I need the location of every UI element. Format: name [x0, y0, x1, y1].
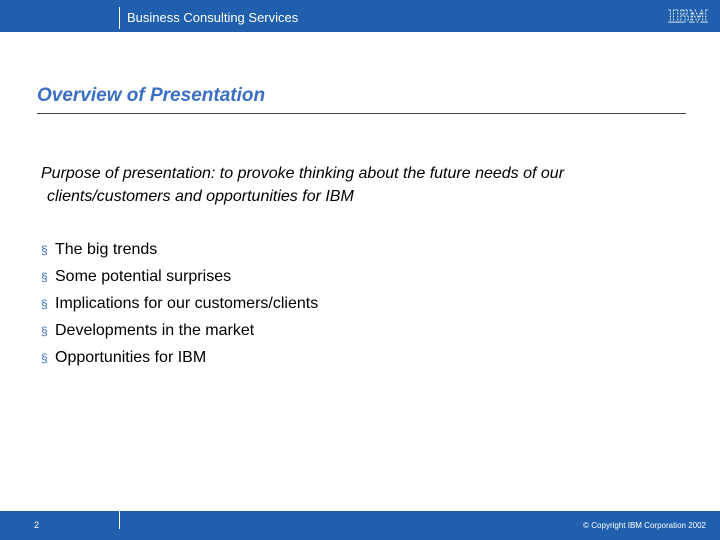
bullet-marker-icon: §	[41, 269, 48, 284]
bullet-marker-icon: §	[41, 323, 48, 338]
footer-divider	[119, 511, 120, 529]
ibm-logo-text: IBM	[668, 5, 708, 27]
purpose-line-2: clients/customers and opportunities for IBM	[47, 188, 354, 205]
list-item	[41, 344, 318, 371]
bullet-text: Some potential surprises	[55, 267, 232, 285]
bullet-text: Developments in the market	[55, 321, 255, 339]
division-name: Business Consulting Services	[127, 10, 299, 25]
bullet-text: Opportunities for IBM	[55, 348, 207, 366]
ibm-logo	[662, 3, 714, 27]
list-item	[41, 236, 318, 263]
footer-bar	[0, 511, 720, 540]
header-divider	[119, 7, 120, 29]
bullet-marker-icon: §	[41, 242, 48, 257]
title-rule	[37, 113, 686, 114]
copyright-notice: © Copyright IBM Corporation 2002	[583, 521, 706, 530]
purpose-line-1: Purpose of presentation: to provoke thinking about the future needs of our	[41, 165, 565, 182]
list-item	[41, 290, 318, 317]
page-number: 2	[34, 520, 40, 530]
bullet-list	[41, 236, 318, 371]
list-item	[41, 317, 318, 344]
purpose-statement	[41, 162, 681, 208]
bullet-text: Implications for our customers/clients	[55, 294, 319, 312]
header-bar	[0, 0, 720, 32]
list-item	[41, 263, 318, 290]
bullet-text: The big trends	[55, 240, 158, 258]
slide-title: Overview of Presentation	[37, 85, 266, 106]
bullet-marker-icon: §	[41, 296, 48, 311]
bullet-marker-icon: §	[41, 350, 48, 365]
